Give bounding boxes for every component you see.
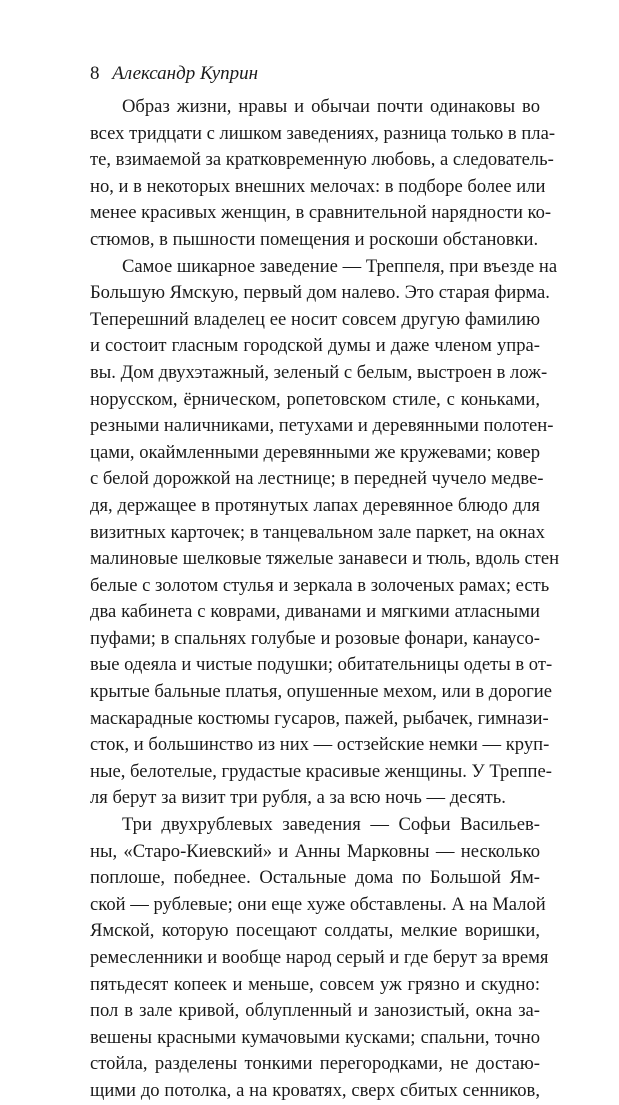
text-line: Самое шикарное заведение — Треппеля, при въезде на	[122, 255, 558, 277]
text-line: всех тридцати с лишком заведениях, разница только в пла-	[90, 122, 556, 144]
text-line: поплоше, победнее. Остальные дома по Большой Ям-	[90, 867, 540, 889]
text-line: ны, «Старо-Киевский» и Анны Марковны — несколько	[90, 840, 540, 862]
text-line: Теперешний владелец ее носит совсем другую фамилию	[90, 308, 540, 330]
text-line: пол в зале кривой, облупленный и занозистый, окна за-	[90, 1000, 540, 1022]
text-line: менее красивых женщин, в сравнительной нарядности ко-	[90, 202, 552, 224]
text-line: белые с золотом стулья и зеркала в золоченых рамах; есть	[90, 574, 550, 596]
text-line: ской — рублевые; они еще хуже обставлены. А на Малой	[90, 893, 546, 915]
text-line: сток, и большинство из них — остзейские немки — круп-	[90, 734, 550, 756]
body-text	[90, 94, 560, 1105]
text-line: резными наличниками, петухами и деревянными полотен-	[90, 415, 554, 437]
text-line: цами, окаймленными деревянными же кружевами; ковер	[90, 441, 541, 463]
text-line: Три двухрублевых заведения — Софьи Васильев-	[122, 814, 540, 836]
text-line: крытые бальные платья, опушенные мехом, или в дорогие	[90, 681, 552, 703]
text-line: пятьдесят копеек и меньше, совсем уж грязно и скудно:	[90, 973, 540, 995]
paragraph	[90, 94, 556, 254]
paragraph	[90, 254, 560, 812]
text-line: пуфами; в спальнях голубые и розовые фонари, канаусо-	[90, 627, 540, 649]
text-line: стойла, разделены тонкими перегородками, не достаю-	[90, 1053, 540, 1075]
text-line: стюмов, в пышности помещения и роскоши обстановки.	[90, 228, 539, 250]
running-head-author: Александр Куприн	[112, 63, 259, 84]
text-line: но, и в некоторых внешних мелочах: в подборе более или	[90, 175, 546, 197]
page-number: 8	[90, 63, 100, 84]
text-line: Ямской, которую посещают солдаты, мелкие воришки,	[90, 920, 540, 942]
text-line: Образ жизни, нравы и обычаи почти одинаковы во	[122, 96, 540, 117]
text-line: и состоит гласным городской думы и даже членом упра-	[90, 335, 540, 357]
text-line: маскарадные костюмы гусаров, пажей, рыбачек, гимнази-	[90, 707, 549, 729]
paragraph	[90, 812, 549, 1105]
text-line: малиновые шелковые тяжелые занавеси и тюль, вдоль стен	[90, 548, 560, 570]
text-line: вы. Дом двухэтажный, зеленый с белым, выстроен в лож-	[90, 361, 548, 383]
text-line: ремесленники и вообще народ серый и где берут за время	[90, 947, 549, 968]
text-line: дя, держащее в протянутых лапах деревянное блюдо для	[90, 494, 540, 516]
text-line: вешены красными кумачовыми кусками; спальни, точно	[90, 1026, 540, 1048]
text-line: норусском, ёрническом, ропетовском стиле, с коньками,	[90, 388, 540, 410]
book-page	[90, 62, 560, 1105]
running-head	[90, 62, 540, 86]
text-line: два кабинета с коврами, диванами и мягкими атласными	[90, 601, 540, 623]
text-line: те, взимаемой за кратковременную любовь, а следователь-	[90, 149, 554, 171]
text-line: щими до потолка, а на кроватях, сверх сбитых сенников,	[90, 1079, 540, 1101]
text-line: ные, белотелые, грудастые красивые женщины. У Треппе-	[90, 760, 552, 782]
text-line: вые одеяла и чистые подушки; обитательницы одеты в от-	[90, 654, 553, 676]
text-line: визитных карточек; в танцевальном зале паркет, на окнах	[90, 521, 545, 543]
text-line: с белой дорожкой на лестнице; в передней чучело медве-	[90, 468, 544, 490]
text-line: Большую Ямскую, первый дом налево. Это старая фирма.	[90, 282, 550, 304]
text-line: ля берут за визит три рубля, а за всю ночь — десять.	[90, 787, 506, 809]
